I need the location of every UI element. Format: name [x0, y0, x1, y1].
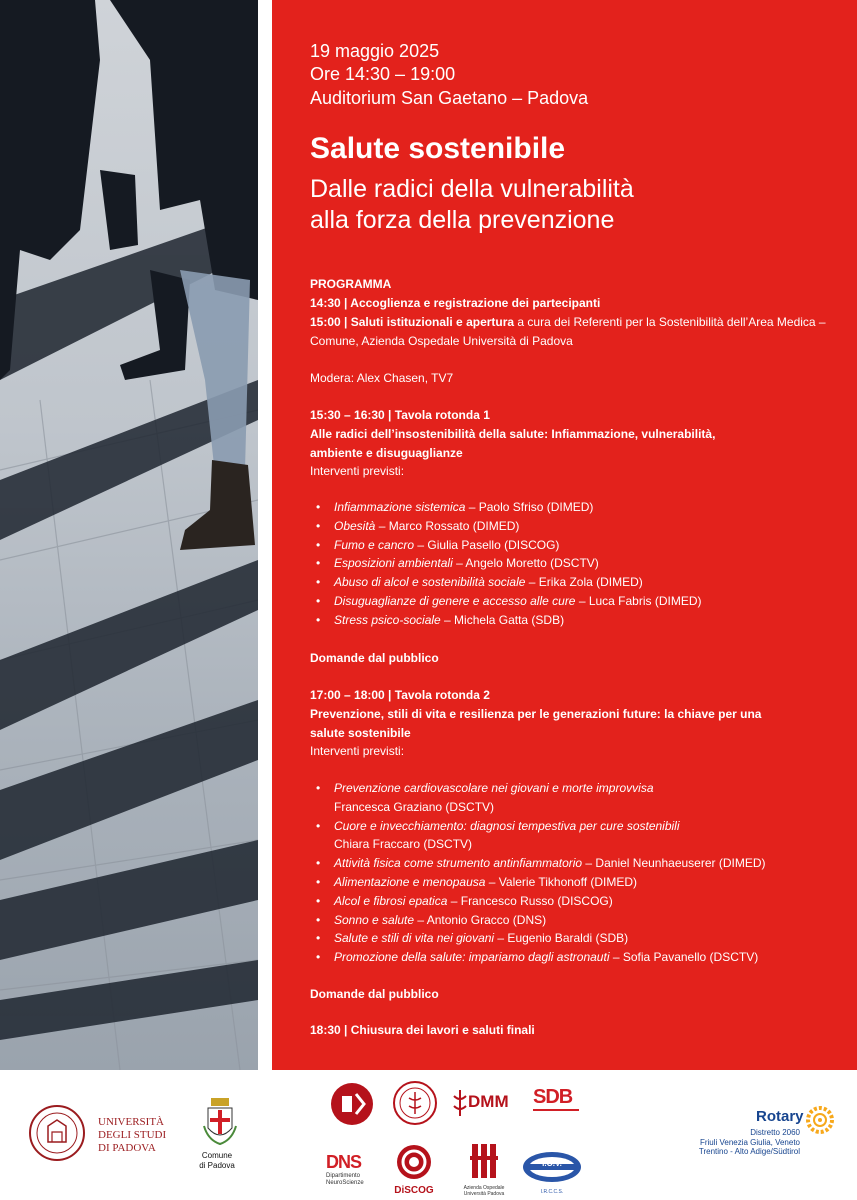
dns-logo [326, 1152, 364, 1187]
comune-name-line-1: Comune [201, 1151, 233, 1160]
moderator: Modera: Alex Chasen, TV7 [310, 371, 454, 385]
talk-item [310, 554, 830, 573]
talk-item [310, 592, 830, 611]
rotary-region-line-2: Trentino - Alto Adige/Südtirol [698, 1147, 800, 1156]
talk-title: Obesità [334, 518, 376, 533]
talk-item [310, 573, 830, 592]
iov-logo [522, 1150, 582, 1195]
sdb-text: SDB [533, 1086, 573, 1108]
event-subtitle [310, 174, 830, 236]
university-seal-icon [28, 1104, 86, 1162]
talk-speaker: – Marco Rossato (DIMED) [375, 518, 520, 533]
talk-title: Sonno e salute [334, 912, 415, 927]
talk-title: Esposizioni ambientali [334, 556, 453, 571]
talk-item [310, 892, 830, 911]
event-time: Ore 14:30 – 19:00 [310, 64, 456, 84]
comune-logo [198, 1096, 242, 1171]
talk-item [310, 817, 830, 855]
rotary-wheel-icon [806, 1106, 834, 1134]
talk-item [310, 854, 830, 873]
talk-title: Stress psico-sociale [334, 612, 441, 627]
event-venue: Auditorium San Gaetano – Padova [310, 88, 589, 108]
azienda-name-line-2: Università Padova [463, 1191, 505, 1197]
azienda-ospedale-logo [460, 1142, 508, 1197]
talk-title: Salute e stili di vita nei giovani [334, 931, 495, 946]
talk-speaker: – Erika Zola (DIMED) [525, 575, 643, 590]
sdb-logo [533, 1086, 579, 1111]
iov-text: I.O.V. [542, 1159, 562, 1168]
dmm-symbol-icon [452, 1088, 468, 1118]
talk-title: Alcol e fibrosi epatica [334, 893, 448, 908]
dns-subtitle-line-2: NeuroScienze [326, 1180, 364, 1186]
round2-time: 17:00 – 18:00 | Tavola rotonda 2 [310, 688, 490, 702]
pedestrians-shadow-illustration [0, 0, 258, 1070]
talk-speaker: – Eugenio Baraldi (SDB) [494, 931, 629, 946]
university-name-line-3: DI PADOVA [98, 1142, 156, 1154]
event-title: Salute sostenibile [310, 132, 566, 165]
comune-crest-icon [202, 1096, 238, 1146]
talk-title: Attività fisica come strumento antinfiammatorio [334, 856, 583, 871]
round1-talk-list [310, 498, 830, 630]
round1-questions: Domande dal pubblico [310, 651, 439, 665]
round1-topic: Alle radici dell’insostenibilità della salute: Infiammazione, vulnerabilità, ambiente e disuguaglianze [310, 427, 716, 460]
talk-item [310, 536, 830, 555]
talk-title: Promozione della salute: impariamo dagli astronauti [334, 950, 610, 965]
discog-emblem-icon [393, 1144, 435, 1180]
discog-logo [392, 1144, 436, 1196]
round1-intro: Interventi previsti: [310, 464, 405, 478]
talk-title: Prevenzione cardiovascolare nei giovani e morte improvvisa [334, 781, 654, 795]
opening-time: 15:00 | Saluti istituzionali e apertura [310, 315, 515, 329]
closing-item: 18:30 | Chiusura dei lavori e saluti finali [310, 1023, 535, 1037]
talk-item [310, 498, 830, 517]
welcome-item: 14:30 | Accoglienza e registrazione dei partecipanti [310, 296, 601, 310]
street-photo [0, 0, 258, 1070]
rotary-region-line-1: Friuli Venezia Giulia, Veneto [699, 1137, 800, 1147]
rotary-text: Rotary [756, 1108, 804, 1125]
talk-item [310, 611, 830, 630]
azienda-name-line-1: Azienda Ospedale [463, 1185, 505, 1191]
talk-item [310, 929, 830, 948]
caduceus-seal-icon [392, 1080, 438, 1126]
opening-item [310, 313, 830, 351]
dsctv-emblem-icon [330, 1082, 374, 1126]
talk-speaker: – Francesco Russo (DISCOG) [447, 893, 613, 908]
round1-time: 15:30 – 16:30 | Tavola rotonda 1 [310, 408, 490, 422]
dns-text: DNS [326, 1152, 362, 1172]
talk-speaker: – Valerie Tikhonoff (DIMED) [485, 874, 638, 889]
round2-intro: Interventi previsti: [310, 744, 405, 758]
opening-description: a cura dei Referenti per la Sostenibilità dell’Area Medica – Comune, Azienda Ospedale Università di Padova [310, 315, 826, 348]
department-seal-logo [392, 1080, 438, 1131]
talk-title: Infiammazione sistemica [334, 500, 466, 514]
talk-title: Cuore e invecchiamento: diagnosi tempestiva per cure sostenibili [334, 818, 680, 833]
talk-speaker: – Michela Gatta (SDB) [440, 612, 565, 627]
talk-speaker: – Angelo Moretto (DSCTV) [452, 556, 599, 571]
talk-title: Fumo e cancro [334, 537, 415, 552]
dns-subtitle-line-1: Dipartimento [326, 1173, 361, 1179]
round2-talk-list [310, 779, 830, 967]
talk-speaker: – Daniel Neunhaeuserer (DIMED) [582, 856, 766, 871]
talk-item [310, 873, 830, 892]
hospital-building-icon [468, 1142, 500, 1180]
talk-speaker: Francesca Graziano (DSCTV) [334, 799, 495, 814]
talk-speaker: – Luca Fabris (DIMED) [575, 593, 702, 608]
talk-speaker: – Antonio Gracco (DNS) [414, 912, 547, 927]
university-name-line-2: DEGLI STUDI [98, 1129, 167, 1141]
comune-name-line-2: di Padova [199, 1161, 235, 1170]
university-logo [28, 1104, 167, 1167]
program-panel [272, 0, 857, 1070]
program-heading: PROGRAMMA [310, 277, 392, 291]
subtitle-line-1: Dalle radici della vulnerabilità [310, 175, 634, 203]
talk-item [310, 948, 830, 967]
dsctv-logo [330, 1082, 374, 1131]
university-name-line-1: UNIVERSITÀ [98, 1116, 164, 1128]
logo-footer [0, 1070, 857, 1200]
rotary-district: Distretto 2060 [750, 1128, 800, 1137]
round2-topic: Prevenzione, stili di vita e resilienza per le generazioni future: la chiave per una salute sostenibile [310, 707, 762, 740]
talk-item [310, 779, 830, 817]
talk-item [310, 911, 830, 930]
discog-text: DiSCOG [394, 1185, 434, 1196]
talk-title: Alimentazione e menopausa [334, 874, 486, 889]
talk-speaker: – Paolo Sfriso (DIMED) [465, 500, 594, 514]
iov-subtitle: I.R.C.C.S. [540, 1189, 564, 1195]
talk-title: Abuso di alcol e sostenibilità sociale [334, 575, 526, 590]
talk-speaker: Chiara Fraccaro (DSCTV) [334, 837, 473, 852]
talk-title: Disuguaglianze di genere e accesso alle cure [334, 593, 576, 608]
talk-item [310, 517, 830, 536]
event-date: 19 maggio 2025 [310, 41, 440, 61]
round2-questions: Domande dal pubblico [310, 987, 439, 1001]
talk-speaker: – Giulia Pasello (DISCOG) [414, 537, 560, 552]
subtitle-line-2: alla forza della prevenzione [310, 206, 615, 234]
dmm-text: DMM [468, 1092, 509, 1111]
talk-speaker: – Sofia Pavanello (DSCTV) [609, 950, 759, 965]
